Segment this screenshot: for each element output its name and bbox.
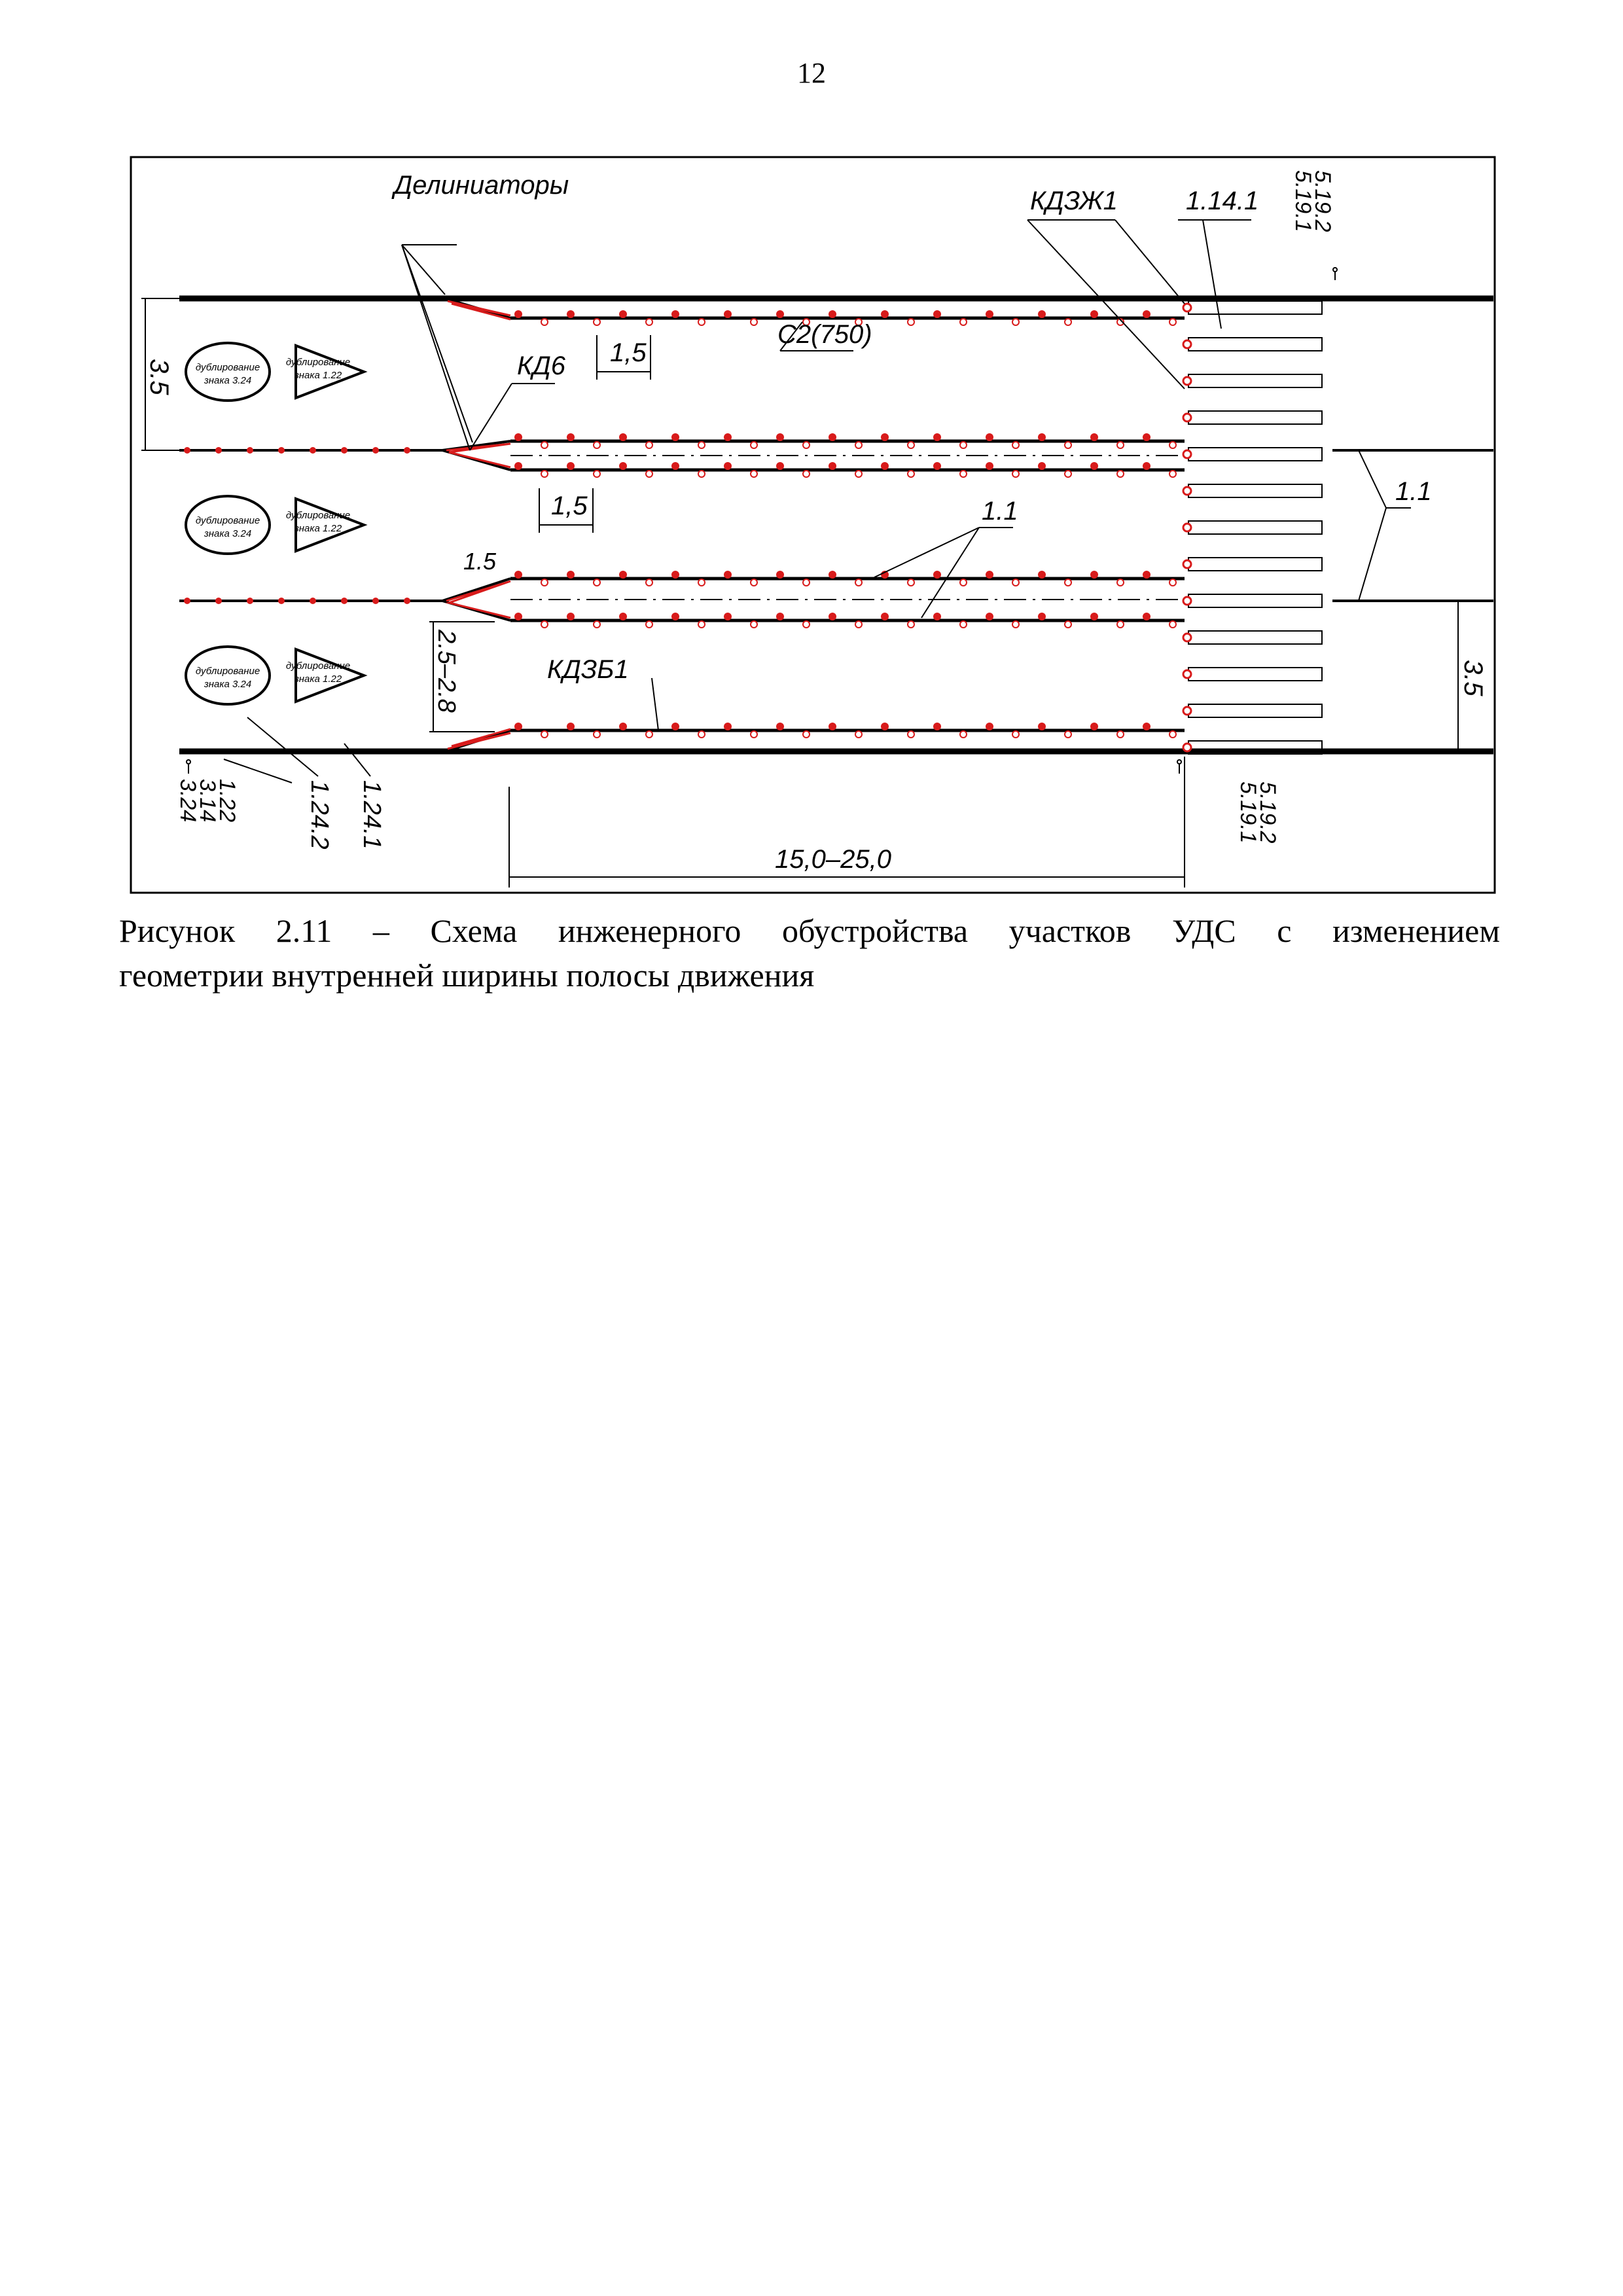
delineator-dot (934, 723, 940, 730)
delineator-dot (341, 598, 348, 604)
delineator-dot (567, 613, 574, 620)
delineator-dot (1065, 442, 1071, 448)
ellipse-1-text-b: знака 3.24 (204, 375, 252, 386)
delineator-dot (1065, 621, 1071, 628)
stopline-delineator (1183, 560, 1191, 568)
delineator-dot (672, 463, 679, 469)
delineator-dot (620, 613, 626, 620)
label-delineators: Делиниаторы (394, 171, 569, 200)
triangle-3-text-b: знака 1.22 (294, 673, 342, 685)
delineator-dot (908, 471, 914, 477)
delineator-dot (882, 723, 888, 730)
delineator-dot (777, 311, 783, 317)
delineator-dot (882, 434, 888, 440)
delineator-dot (1169, 731, 1176, 738)
delineator-dot (1143, 571, 1150, 578)
delineator-dot (724, 463, 731, 469)
label-3-24: 3.24 (175, 779, 200, 823)
crosswalk-stripe (1188, 301, 1322, 314)
delineator-dot (751, 319, 757, 325)
delineator-dot (1143, 723, 1150, 730)
delineator-dot (672, 434, 679, 440)
label-1-1-right: 1.1 (1395, 477, 1432, 506)
stopline-delineator (1183, 377, 1191, 385)
delineator-dot (1091, 613, 1097, 620)
label-5-19-1-top: 5.19.1 (1291, 170, 1315, 232)
caption-line-2: геометрии внутренней ширины полосы движения (119, 957, 815, 994)
delineator-dot (515, 723, 522, 730)
delineator-dot (1012, 731, 1019, 738)
delineator-dot (541, 471, 548, 477)
label-dim-1-5-mid: 1,5 (551, 492, 588, 520)
delineator-dot (515, 613, 522, 620)
delineator-dot (646, 319, 652, 325)
delineator-dot (751, 579, 757, 586)
crosswalk-stripe (1188, 704, 1322, 717)
delineator-dot (777, 723, 783, 730)
delineator-dot (1012, 442, 1019, 448)
ellipse-1-text-a: дублирование (195, 362, 260, 373)
delineator-dot (404, 447, 410, 454)
delineator-dot (567, 723, 574, 730)
delineator-dot (698, 319, 705, 325)
delineator-dot (803, 442, 810, 448)
delineator-dot (672, 613, 679, 620)
delineator-dot (515, 311, 522, 317)
label-5-19-2-bottom: 5.19.2 (1255, 781, 1280, 844)
delineator-dot (908, 579, 914, 586)
delineator-dot (724, 613, 731, 620)
delineator-dot (986, 463, 993, 469)
label-1-22: 1.22 (215, 779, 240, 823)
delineator-dot (1039, 723, 1045, 730)
delineator-dot (278, 598, 285, 604)
delineator-dot (751, 471, 757, 477)
delineator-dot (855, 471, 862, 477)
delineator-dot (515, 571, 522, 578)
delineator-dot (620, 463, 626, 469)
delineator-dot (724, 434, 731, 440)
delineator-dot (515, 463, 522, 469)
delineator-dot (855, 579, 862, 586)
crosswalk-stripe (1188, 448, 1322, 461)
wedge-lower-a (442, 579, 510, 601)
label-dim-1-5-small: 1.5 (463, 548, 497, 575)
delineator-dot (1039, 311, 1045, 317)
delineator-dot (594, 319, 600, 325)
label-c2-750: С2(750) (777, 320, 872, 349)
delineator-dot (1091, 571, 1097, 578)
road-lines (179, 298, 1493, 751)
label-1-14-1: 1.14.1 (1186, 187, 1259, 215)
delineator-dot (934, 613, 940, 620)
delineator-dot (698, 471, 705, 477)
delineator-dot (986, 571, 993, 578)
delineator-dot (803, 471, 810, 477)
delineator-dot (855, 621, 862, 628)
label-dim-15-25: 15,0–25,0 (775, 845, 891, 874)
delineator-dot (751, 621, 757, 628)
label-kd6: КД6 (517, 351, 565, 380)
stopline-delineator (1183, 670, 1191, 678)
caption-line-1: Рисунок 2.11 – Схема инженерного обустройства участков УДС с изменением (119, 912, 1500, 949)
delineator-dot (829, 311, 836, 317)
delineator-dot (986, 613, 993, 620)
delineator-dot (646, 579, 652, 586)
ellipse-2-text-a: дублирование (195, 515, 260, 526)
delineator-dot (751, 442, 757, 448)
delineator-dot (1039, 434, 1045, 440)
delineator-dot (567, 463, 574, 469)
road-scheme-figure (128, 154, 1497, 895)
stopline-delineator (1183, 524, 1191, 531)
delineator-dot (1169, 442, 1176, 448)
stopline-delineator (1183, 304, 1191, 312)
delineator-dot (882, 311, 888, 317)
delineator-dot (1143, 311, 1150, 317)
delineator-dot (751, 731, 757, 738)
delineator-dot (1169, 579, 1176, 586)
delineator-dot (829, 613, 836, 620)
stopline-delineator (1183, 597, 1191, 605)
delineator-dot (594, 471, 600, 477)
delineator-dot (960, 319, 967, 325)
delineator-dot (882, 463, 888, 469)
delineator-dot (803, 731, 810, 738)
triangle-2-text-b: знака 1.22 (294, 523, 342, 534)
delineator-dot (829, 723, 836, 730)
delineator-dot (1039, 463, 1045, 469)
delineator-dot (698, 442, 705, 448)
delineator-dot (1065, 579, 1071, 586)
delineator-dot (1012, 319, 1019, 325)
delineator-dot (1169, 621, 1176, 628)
delineator-dot (777, 434, 783, 440)
delineator-dot (620, 311, 626, 317)
delineator-dot (1117, 442, 1124, 448)
delineator-dot (594, 731, 600, 738)
delineator-dot (1091, 434, 1097, 440)
delineator-dot (855, 442, 862, 448)
delineator-dot (620, 723, 626, 730)
delineator-dot (908, 621, 914, 628)
label-dim-3-5-left: 3.5 (145, 359, 173, 395)
delineator-dot (646, 442, 652, 448)
delineator-dot (803, 579, 810, 586)
delineator-dot (310, 447, 316, 454)
delineator-dot (986, 311, 993, 317)
delineator-dot (541, 579, 548, 586)
stopline-delineator (1183, 340, 1191, 348)
delineator-dot (1143, 613, 1150, 620)
delineator-dot (1012, 579, 1019, 586)
delineator-dot (1143, 434, 1150, 440)
delineator-dot (278, 447, 285, 454)
delineator-dot (960, 621, 967, 628)
delineator-dot (882, 613, 888, 620)
delineator-dot (184, 598, 190, 604)
label-1-24-2: 1.24.2 (306, 780, 333, 850)
delineator-dot (829, 434, 836, 440)
delineator-dot (515, 434, 522, 440)
delineator-dot (934, 571, 940, 578)
crosswalk-stripe (1188, 521, 1322, 534)
label-kdzh1: КДЗЖ1 (1030, 187, 1118, 215)
diagram-labels (145, 170, 1488, 874)
crosswalk-stripe (1188, 668, 1322, 681)
label-1-24-1: 1.24.1 (358, 780, 385, 850)
delineator-dot (1117, 731, 1124, 738)
delineator-dot (1039, 571, 1045, 578)
triangle-1-text-b: знака 1.22 (294, 370, 342, 381)
delineator-dot (960, 442, 967, 448)
delineator-dot (1012, 471, 1019, 477)
delineator-dot (1117, 579, 1124, 586)
crosswalk-stripe (1188, 338, 1322, 351)
label-1-1-center: 1.1 (982, 497, 1018, 526)
delineator-dot (908, 731, 914, 738)
delineator-dot (698, 621, 705, 628)
label-5-19-2-top: 5.19.2 (1310, 170, 1335, 232)
sign-posts (187, 268, 1337, 774)
delineator-dot (247, 598, 253, 604)
delineator-dot (594, 579, 600, 586)
ellipse-2-text-b: знака 3.24 (204, 528, 252, 539)
label-5-19-1-bottom: 5.19.1 (1236, 781, 1260, 844)
delineator-dot (1065, 731, 1071, 738)
delineator-dot (541, 731, 548, 738)
lane-markings (186, 343, 364, 704)
figure-caption (119, 908, 1500, 997)
triangle-1-text-a: дублирование (285, 357, 351, 368)
delineator-dot (372, 447, 379, 454)
delineator-dot (908, 442, 914, 448)
label-kdzb1: КДЗБ1 (547, 655, 629, 684)
label-3-14: 3.14 (195, 779, 220, 823)
delineator-dot (803, 621, 810, 628)
delineator-dot (724, 311, 731, 317)
label-dim-1-5-top: 1,5 (610, 338, 647, 367)
delineator-dot (594, 621, 600, 628)
delineator-dot (908, 319, 914, 325)
delineator-dot (724, 571, 731, 578)
delineator-dot (541, 621, 548, 628)
delineator-dot (960, 471, 967, 477)
delineator-dot (777, 613, 783, 620)
delineator-dot (372, 598, 379, 604)
page-number: 12 (797, 57, 826, 89)
delineator-dot (934, 311, 940, 317)
delineator-dot (247, 447, 253, 454)
delineator-dot (698, 731, 705, 738)
stopline-delineator (1183, 707, 1191, 715)
stopline-delineator (1183, 450, 1191, 458)
delineator-dot (541, 442, 548, 448)
delineator-dot (541, 319, 548, 325)
crosswalk-stripe (1188, 411, 1322, 424)
delineator-dot (855, 731, 862, 738)
stopline-delineator (1183, 414, 1191, 422)
delineator-dot (960, 579, 967, 586)
delineator-dot (724, 723, 731, 730)
label-dim-2-5-2-8: 2.5–2.8 (433, 630, 460, 713)
crosswalk-stripe (1188, 558, 1322, 571)
label-dim-3-5-right: 3.5 (1459, 660, 1488, 696)
triangle-2-text-a: дублирование (285, 510, 351, 521)
delineator-dot (672, 723, 679, 730)
delineator-dot (1091, 723, 1097, 730)
delineator-dot (404, 598, 410, 604)
delineator-dot (777, 571, 783, 578)
delineator-dot (620, 571, 626, 578)
delineator-dot (1065, 319, 1071, 325)
delineator-dot (215, 598, 222, 604)
delineator-dot (341, 447, 348, 454)
delineator-dot (184, 447, 190, 454)
delineator-dot (829, 571, 836, 578)
delineator-dot (934, 463, 940, 469)
delineator-dot (777, 463, 783, 469)
delineator-dot (646, 471, 652, 477)
delineator-dot (1117, 471, 1124, 477)
delineator-dot (1091, 311, 1097, 317)
road-scheme-svg (128, 154, 1497, 895)
delineator-dot (672, 571, 679, 578)
delineator-dot (1012, 621, 1019, 628)
ellipse-3-text-a: дублирование (195, 666, 260, 677)
delineator-dot (215, 447, 222, 454)
delineator-dot (698, 579, 705, 586)
stopline-delineator (1183, 744, 1191, 751)
delineator-dot (1065, 471, 1071, 477)
delineator-dot (986, 434, 993, 440)
delineator-dot (567, 311, 574, 317)
delineator-dot (620, 434, 626, 440)
delineator-dot (567, 434, 574, 440)
delineator-dot (934, 434, 940, 440)
delineator-dot (1169, 471, 1176, 477)
triangle-3-text-a: дублирование (285, 660, 351, 672)
crosswalk-stripe (1188, 594, 1322, 607)
delineator-dot (594, 442, 600, 448)
delineator-dot (1039, 613, 1045, 620)
delineator-dot (986, 723, 993, 730)
crosswalk-stripe (1188, 374, 1322, 387)
stopline-delineator (1183, 634, 1191, 641)
delineator-dot (1117, 621, 1124, 628)
delineator-dot (646, 621, 652, 628)
delineator-dot (567, 571, 574, 578)
ellipse-3-text-b: знака 3.24 (204, 679, 252, 690)
delineator-dot (646, 731, 652, 738)
stopline-delineator (1183, 487, 1191, 495)
delineator-dot (960, 731, 967, 738)
delineator-dot (1091, 463, 1097, 469)
delineator-dot (1143, 463, 1150, 469)
delineator-dot (829, 463, 836, 469)
delineator-dot (672, 311, 679, 317)
delineator-dot (310, 598, 316, 604)
delineator-dot (1169, 319, 1176, 325)
crosswalk-stripes (1183, 301, 1322, 754)
crosswalk-stripe (1188, 631, 1322, 644)
crosswalk-stripe (1188, 484, 1322, 497)
